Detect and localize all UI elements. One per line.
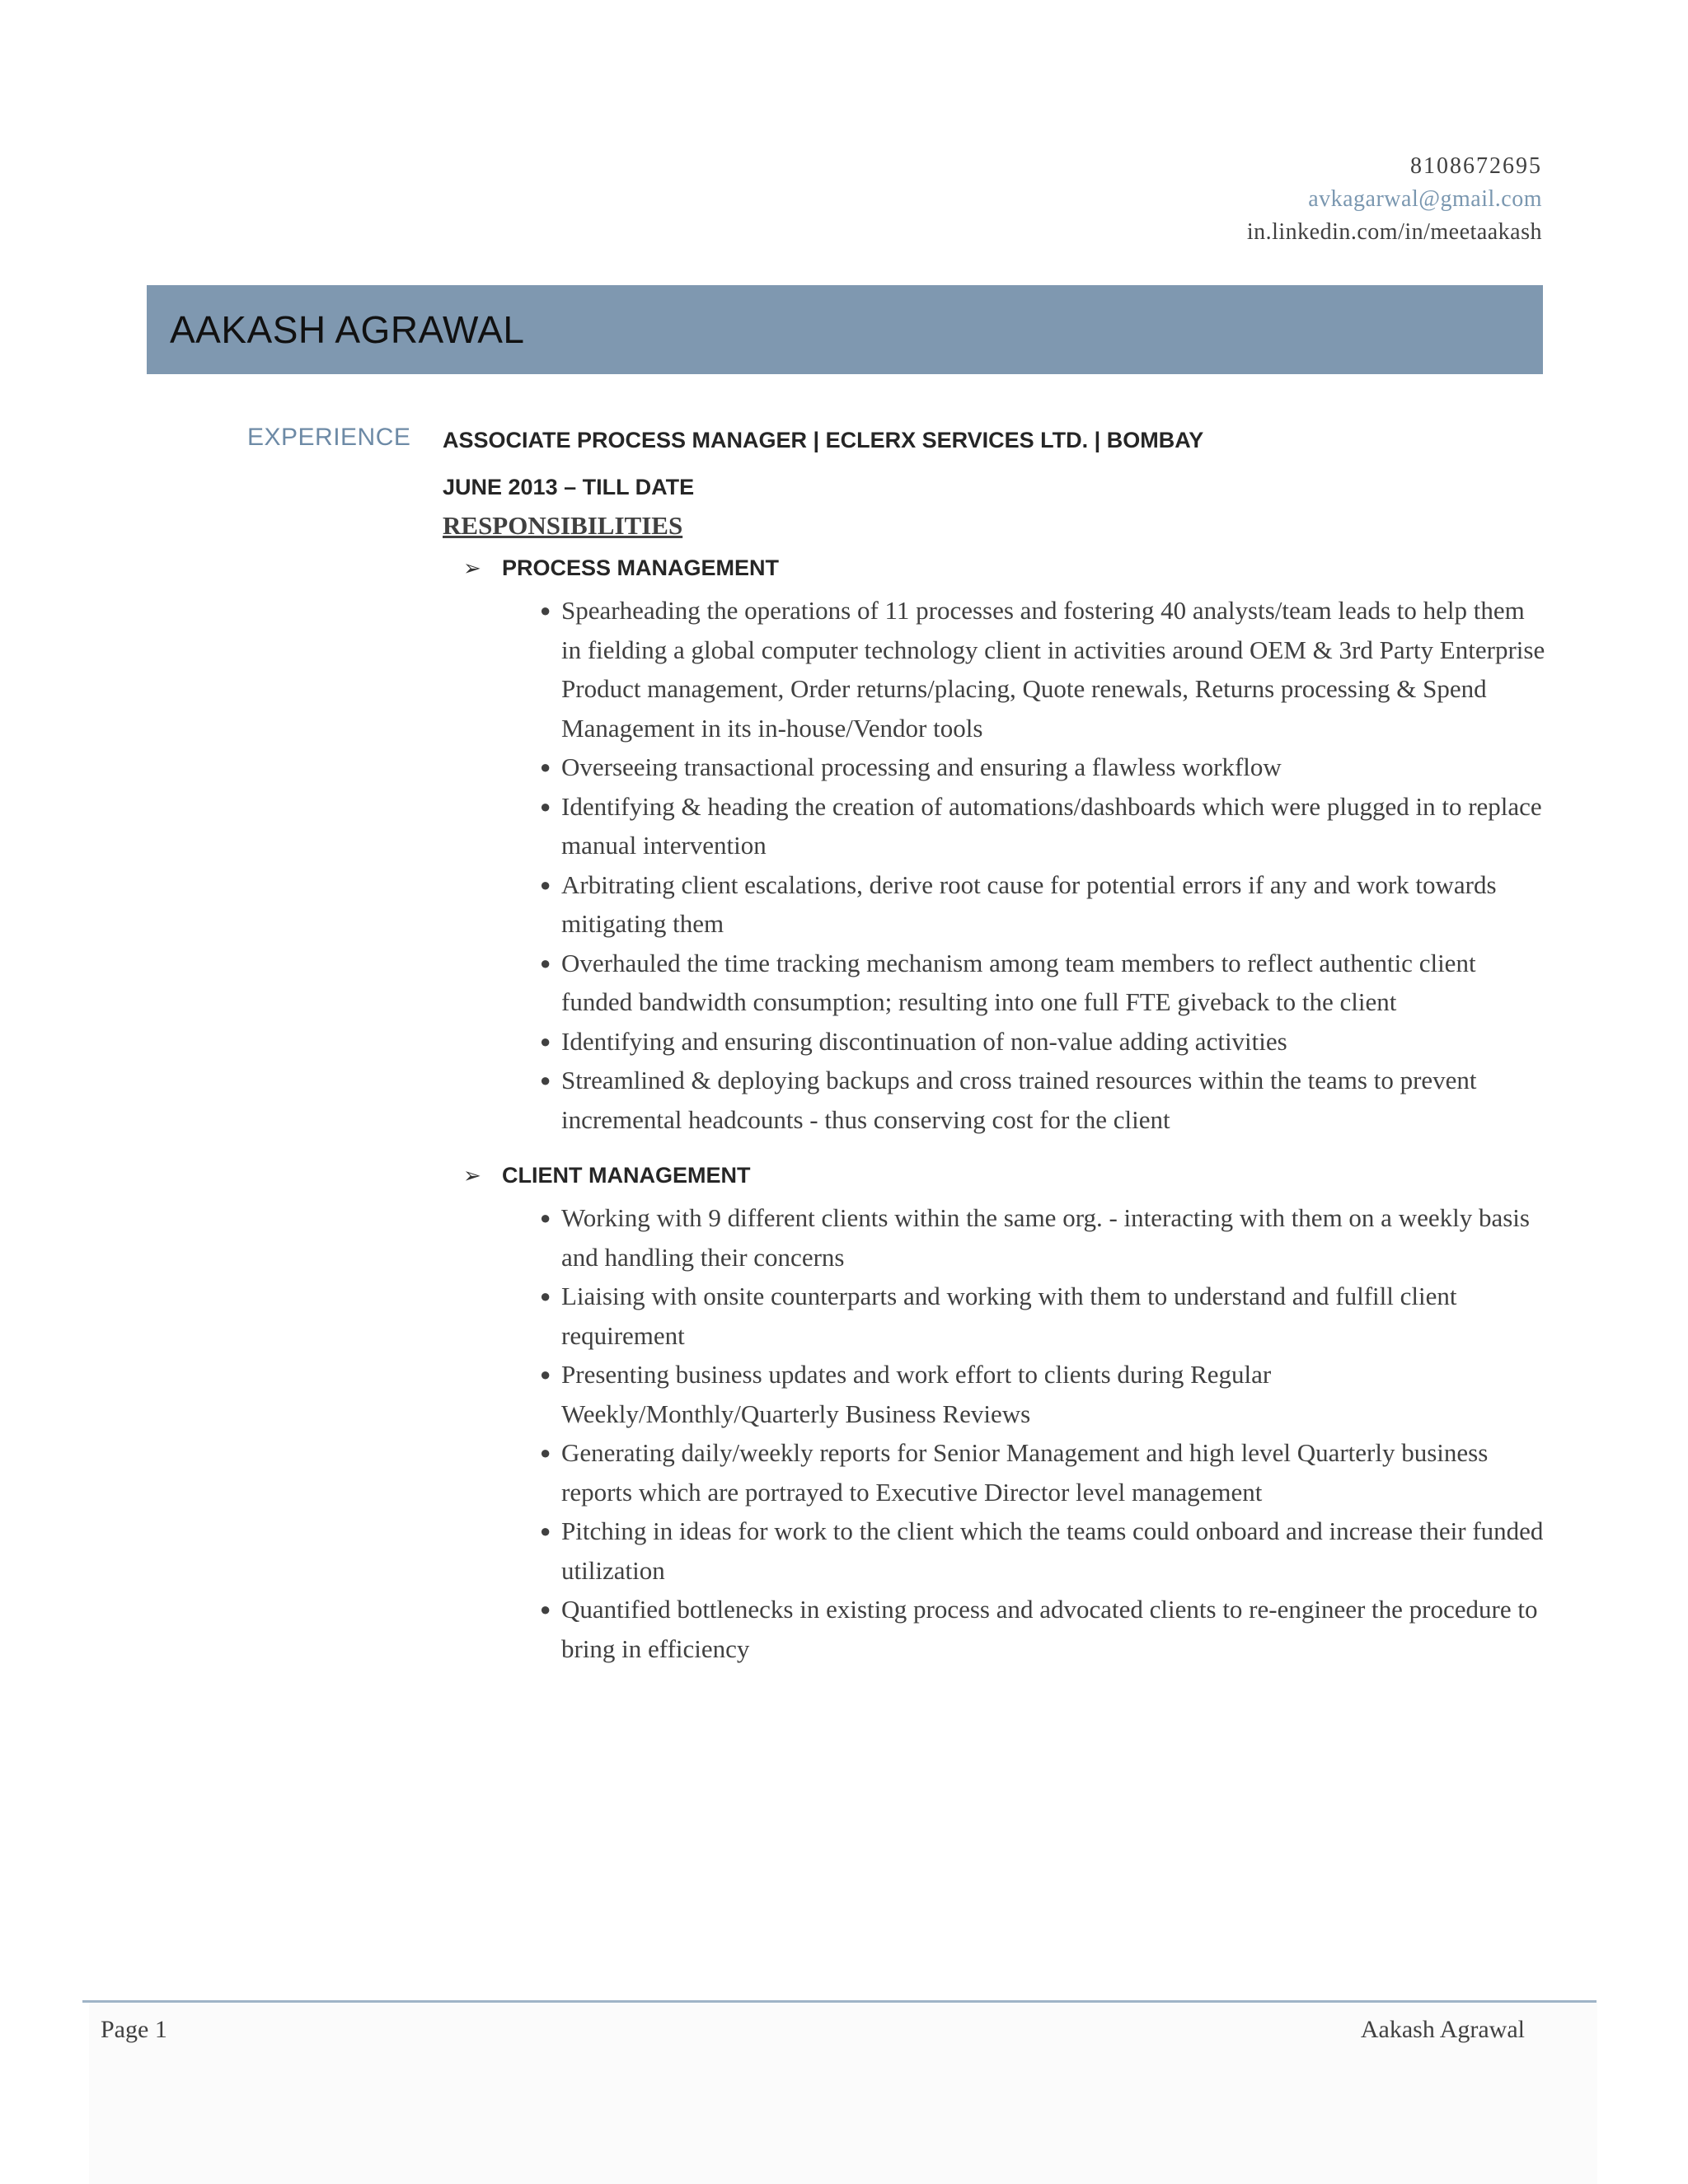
section-label-experience: EXPERIENCE bbox=[247, 424, 411, 451]
bullet-icon: ● bbox=[540, 795, 551, 817]
job-title: ASSOCIATE PROCESS MANAGER | ECLERX SERVICES LTD. | BOMBAY bbox=[443, 428, 1204, 452]
list-item: ● Working with 9 different clients within the same org. - interacting with them on a weekly basis and handling their concerns bbox=[561, 1198, 1547, 1277]
list-item: ● Quantified bottlenecks in existing process and advocated clients to re-engineer the procedure to bring in efficiency bbox=[561, 1590, 1547, 1668]
bullet-icon: ● bbox=[540, 1599, 551, 1619]
bullet-icon: ● bbox=[540, 1070, 551, 1090]
bullet-icon: ● bbox=[540, 1286, 551, 1306]
job-dates: JUNE 2013 – TILL DATE bbox=[443, 475, 695, 499]
bullet-icon: ● bbox=[540, 1364, 551, 1385]
arrow-bullet-icon: ➢ bbox=[463, 555, 481, 580]
responsibilities-heading: RESPONSIBILITIES bbox=[443, 511, 683, 540]
client-management-list bbox=[443, 1198, 1547, 1668]
email-link[interactable]: avkagarwal@gmail.com bbox=[1308, 186, 1542, 212]
experience-content bbox=[443, 424, 1547, 1668]
bullet-icon: ● bbox=[540, 1030, 551, 1052]
process-management-list bbox=[443, 591, 1547, 1139]
bullet-icon: ● bbox=[540, 757, 551, 777]
phone-number: 8108672695 bbox=[1410, 153, 1542, 179]
bullet-icon: ● bbox=[540, 952, 551, 973]
linkedin-link[interactable]: in.linkedin.com/in/meetaakash bbox=[1246, 219, 1542, 245]
bullet-icon: ● bbox=[540, 1442, 551, 1463]
group-heading-label: PROCESS MANAGEMENT bbox=[502, 555, 780, 580]
bullet-icon: ● bbox=[540, 1521, 551, 1541]
group-heading-process-management bbox=[443, 551, 1547, 584]
candidate-name: AAKASH AGRAWAL bbox=[170, 308, 525, 351]
bullet-icon: ● bbox=[540, 600, 551, 621]
list-item: ● Liaising with onsite counterparts and working with them to understand and fulfill client requirement bbox=[561, 1277, 1547, 1355]
list-item: ● Identifying and ensuring discontinuation of non-value adding activities bbox=[561, 1022, 1547, 1062]
list-item: ● Arbitrating client escalations, derive root cause for potential errors if any and work towards mitigating them bbox=[561, 865, 1547, 944]
page-number: Page 1 bbox=[101, 2016, 167, 2043]
contact-block bbox=[1247, 150, 1542, 249]
name-banner bbox=[147, 285, 1543, 374]
bullet-icon: ● bbox=[540, 874, 551, 895]
list-item: ● Streamlined & deploying backups and cross trained resources within the teams to prevent incremental headcounts - thus conserving cost for the client bbox=[561, 1061, 1547, 1139]
footer-name: Aakash Agrawal bbox=[1360, 2016, 1525, 2043]
group-heading-label: CLIENT MANAGEMENT bbox=[502, 1163, 751, 1188]
list-item: ● Presenting business updates and work effort to clients during Regular Weekly/Monthly/Quarterly Business Reviews bbox=[561, 1355, 1547, 1433]
list-item: ● Overhauled the time tracking mechanism among team members to reflect authentic client funded bandwidth consumption; resulting into one full FTE giveback to the client bbox=[561, 944, 1547, 1022]
footer-divider bbox=[82, 2000, 1597, 2003]
bullet-icon: ● bbox=[540, 1207, 551, 1228]
arrow-bullet-icon: ➢ bbox=[463, 1163, 481, 1188]
group-heading-client-management bbox=[443, 1159, 1547, 1192]
list-item: ● Overseeing transactional processing and ensuring a flawless workflow bbox=[561, 748, 1547, 787]
list-item: ● Spearheading the operations of 11 processes and fostering 40 analysts/team leads to help them in fielding a global computer technology client in activities around OEM & 3rd Party Enterprise Product management, Order returns/placing, Quote renewals, Returns processing & Spend Management in its in-house/Vendor tools bbox=[561, 591, 1547, 748]
list-item: ● Pitching in ideas for work to the client which the teams could onboard and increase their funded utilization bbox=[561, 1511, 1547, 1590]
list-item: ● Generating daily/weekly reports for Senior Management and high level Quarterly business reports which are portrayed to Executive Director level management bbox=[561, 1433, 1547, 1511]
list-item: ● Identifying & heading the creation of automations/dashboards which were plugged in to replace manual intervention bbox=[561, 787, 1547, 865]
